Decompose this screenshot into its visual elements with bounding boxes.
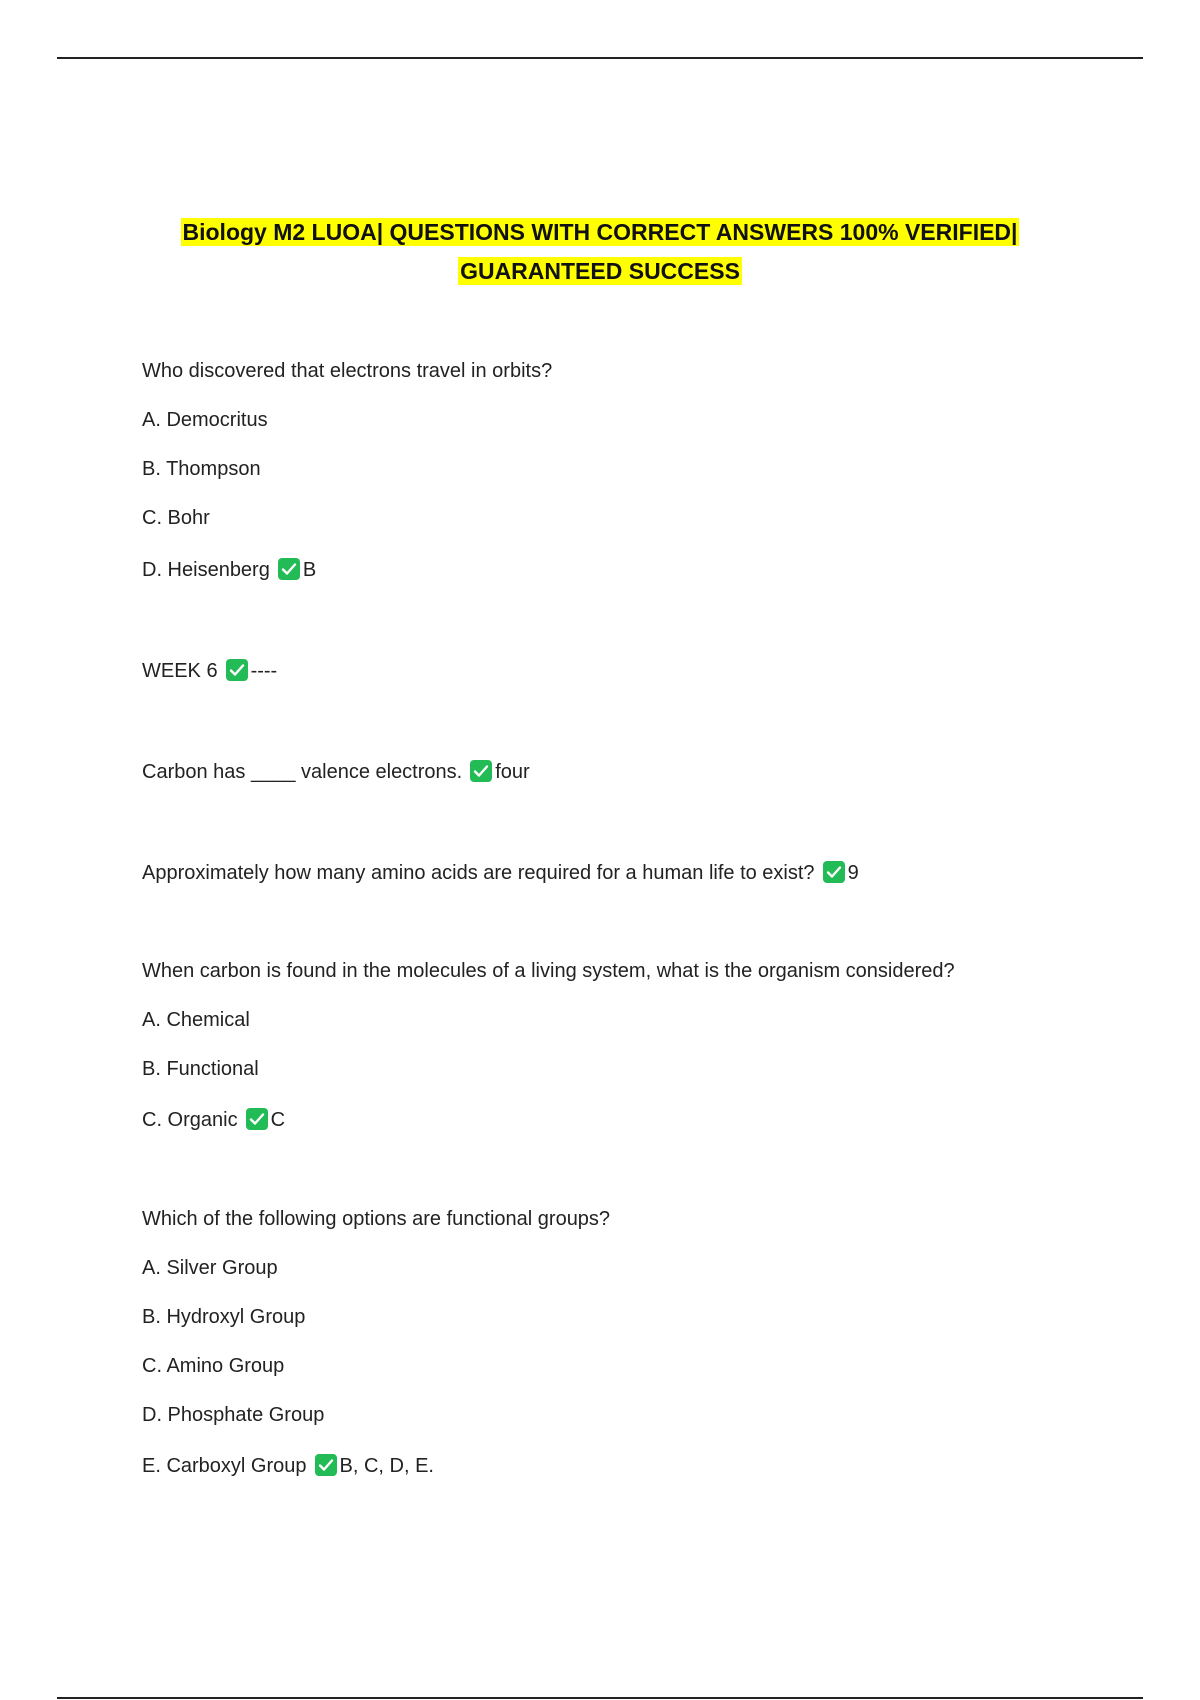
q5-option-c: C. Amino Group — [142, 1355, 285, 1377]
question-5: Which of the following options are functional groups? — [142, 1208, 611, 1230]
footer-rule — [57, 1697, 1143, 1699]
question-2: Carbon has ____ valence electrons. — [142, 761, 463, 783]
checkmark-icon — [246, 1108, 268, 1130]
q1-option-c: C. Bohr — [142, 507, 210, 529]
q5-option-e: E. Carboxyl Group — [142, 1455, 307, 1477]
question-2-row — [142, 759, 530, 785]
q1-option-d-row — [142, 557, 316, 583]
q4-answer: C — [270, 1109, 286, 1131]
q1-answer: B — [302, 559, 317, 581]
checkmark-icon — [278, 558, 300, 580]
q5-answer: B, C, D, E. — [339, 1455, 434, 1477]
week-answer: ---- — [250, 660, 278, 682]
q4-option-c-row — [142, 1107, 285, 1133]
q5-option-e-row — [142, 1453, 434, 1479]
question-3-row — [142, 860, 859, 886]
checkmark-icon — [315, 1454, 337, 1476]
q1-option-d: D. Heisenberg — [142, 559, 270, 581]
q1-option-a: A. Democritus — [142, 409, 268, 431]
q2-answer: four — [495, 761, 530, 783]
title-line-2: GUARANTEED SUCCESS — [460, 258, 740, 284]
q1-option-b: B. Thompson — [142, 458, 261, 480]
checkmark-icon — [470, 760, 492, 782]
checkmark-icon — [823, 861, 845, 883]
q4-option-b: B. Functional — [142, 1058, 259, 1080]
checkmark-icon — [226, 659, 248, 681]
question-1: Who discovered that electrons travel in orbits? — [142, 360, 553, 382]
q4-option-a: A. Chemical — [142, 1009, 250, 1031]
q4-option-c: C. Organic — [142, 1109, 238, 1131]
question-4: When carbon is found in the molecules of a living system, what is the organism considered? — [142, 960, 955, 982]
header-rule — [57, 57, 1143, 59]
document-title — [0, 213, 1200, 291]
q5-option-a: A. Silver Group — [142, 1257, 278, 1279]
week-row — [142, 658, 277, 684]
q5-option-d: D. Phosphate Group — [142, 1404, 325, 1426]
q5-option-b: B. Hydroxyl Group — [142, 1306, 306, 1328]
week-label: WEEK 6 — [142, 660, 218, 682]
title-line-1: Biology M2 LUOA| QUESTIONS WITH CORRECT ANSWERS 100% VERIFIED| — [182, 219, 1018, 245]
q3-answer: 9 — [847, 862, 859, 884]
question-3: Approximately how many amino acids are required for a human life to exist? — [142, 862, 815, 884]
